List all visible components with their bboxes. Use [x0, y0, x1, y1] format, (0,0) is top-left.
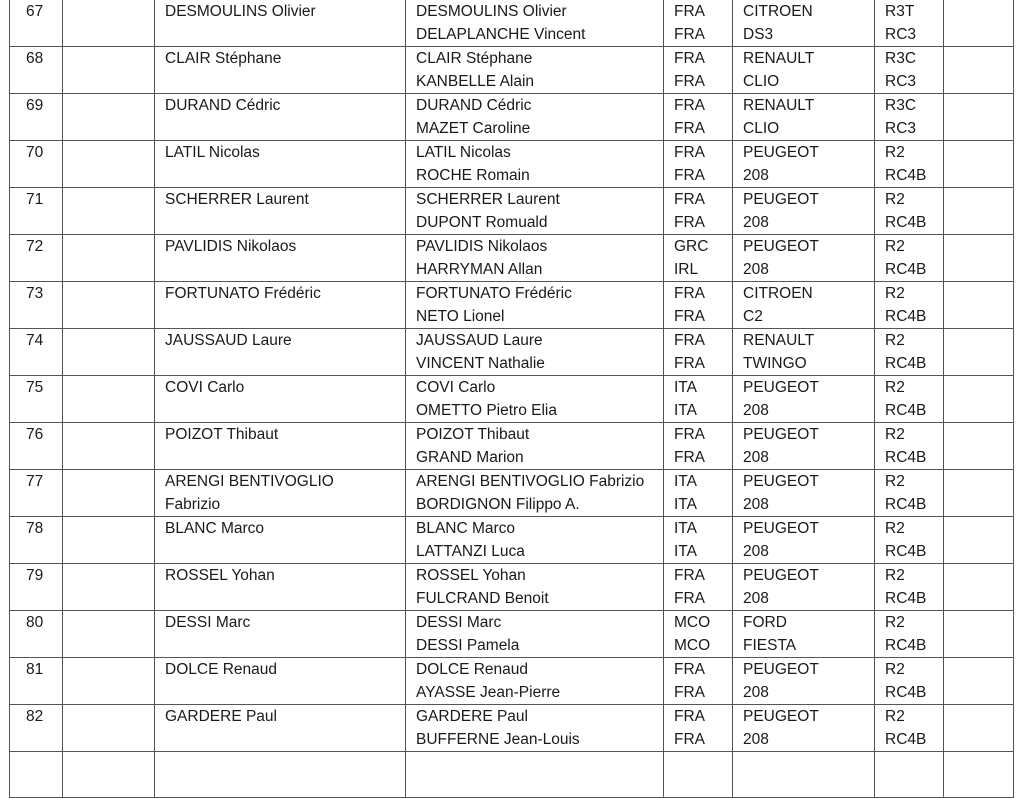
nat-line: ITA [674, 402, 697, 419]
cell-blank [63, 517, 155, 564]
cell-empty [875, 752, 944, 798]
entrant-line: COVI Carlo [165, 379, 245, 396]
crew-line: POIZOT Thibaut [416, 426, 530, 443]
car-line: PEUGEOT [743, 238, 819, 255]
table-row [10, 329, 1014, 376]
cell-blank [63, 0, 155, 47]
crew-line: JAUSSAUD Laure [416, 332, 543, 349]
cell-blank [63, 705, 155, 752]
cell-nat [664, 282, 733, 329]
crew-line: GARDERE Paul [416, 708, 528, 725]
crew-line: NETO Lionel [416, 308, 505, 325]
crew-line: FULCRAND Benoit [416, 590, 549, 607]
cell-crew [406, 141, 664, 188]
crew-line: MAZET Caroline [416, 120, 531, 137]
cell-entrant [155, 141, 406, 188]
car-line: PEUGEOT [743, 191, 819, 208]
cell-blank2 [944, 188, 1014, 235]
cell-num: 69 [10, 94, 63, 141]
class-line: RC4B [885, 402, 927, 419]
cell-car [733, 141, 875, 188]
cell-class [875, 282, 944, 329]
cell-class [875, 141, 944, 188]
cell-car [733, 282, 875, 329]
cell-blank [63, 282, 155, 329]
crew-line: FORTUNATO Frédéric [416, 285, 572, 302]
nat-line: MCO [674, 637, 711, 654]
cell-class [875, 470, 944, 517]
cell-num: 70 [10, 141, 63, 188]
nat-line: FRA [674, 144, 705, 161]
cell-blank [63, 94, 155, 141]
class-line: R2 [885, 614, 905, 631]
cell-blank [63, 141, 155, 188]
nat-line: FRA [674, 567, 705, 584]
crew-line: BUFFERNE Jean-Louis [416, 731, 580, 748]
nat-line: FRA [674, 308, 705, 325]
class-line: RC4B [885, 496, 927, 513]
car-line: TWINGO [743, 355, 807, 372]
nat-line: GRC [674, 238, 709, 255]
cell-empty [664, 752, 733, 798]
cell-blank2 [944, 141, 1014, 188]
cell-crew [406, 235, 664, 282]
car-line: FORD [743, 614, 787, 631]
cell-blank [63, 376, 155, 423]
car-line: PEUGEOT [743, 708, 819, 725]
nat-line: FRA [674, 708, 705, 725]
cell-nat [664, 517, 733, 564]
nat-line: ITA [674, 379, 697, 396]
cell-blank [63, 47, 155, 94]
cell-class [875, 658, 944, 705]
crew-line: LATTANZI Luca [416, 543, 525, 560]
class-line: R2 [885, 473, 905, 490]
cell-blank [63, 564, 155, 611]
table-row [10, 705, 1014, 752]
crew-line: HARRYMAN Allan [416, 261, 543, 278]
crew-line: DUPONT Romuald [416, 214, 548, 231]
car-line: 208 [743, 543, 769, 560]
nat-line: FRA [674, 191, 705, 208]
cell-crew [406, 282, 664, 329]
cell-blank2 [944, 517, 1014, 564]
car-line: 208 [743, 496, 769, 513]
car-line: 208 [743, 449, 769, 466]
nat-line: FRA [674, 449, 705, 466]
cell-crew [406, 517, 664, 564]
class-line: RC4B [885, 637, 927, 654]
entrant-line: ROSSEL Yohan [165, 567, 275, 584]
table-row [10, 752, 1014, 798]
car-line: C2 [743, 308, 763, 325]
class-line: R2 [885, 426, 905, 443]
entrant-line: CLAIR Stéphane [165, 50, 282, 67]
crew-line: DELAPLANCHE Vincent [416, 26, 586, 43]
cell-num: 82 [10, 705, 63, 752]
cell-car [733, 470, 875, 517]
class-line: R3C [885, 97, 917, 114]
cell-crew [406, 658, 664, 705]
cell-entrant [155, 282, 406, 329]
crew-line: DESSI Marc [416, 614, 502, 631]
cell-crew [406, 470, 664, 517]
nat-line: IRL [674, 261, 699, 278]
cell-class [875, 94, 944, 141]
nat-line: FRA [674, 97, 705, 114]
entrant-line: Fabrizio [165, 496, 221, 513]
cell-num: 79 [10, 564, 63, 611]
cell-car [733, 47, 875, 94]
cell-nat [664, 564, 733, 611]
cell-num: 75 [10, 376, 63, 423]
nat-line: FRA [674, 3, 705, 20]
nat-line: FRA [674, 426, 705, 443]
table-row [10, 470, 1014, 517]
entrant-line: GARDERE Paul [165, 708, 277, 725]
cell-nat [664, 329, 733, 376]
cell-car [733, 329, 875, 376]
crew-line: LATIL Nicolas [416, 144, 511, 161]
car-line: CLIO [743, 120, 780, 137]
cell-num: 76 [10, 423, 63, 470]
cell-nat [664, 470, 733, 517]
nat-line: FRA [674, 332, 705, 349]
crew-line: SCHERRER Laurent [416, 191, 560, 208]
cell-empty [155, 752, 406, 798]
class-line: R2 [885, 661, 905, 678]
cell-class [875, 423, 944, 470]
table-row [10, 517, 1014, 564]
crew-line: DOLCE Renaud [416, 661, 529, 678]
cell-crew [406, 188, 664, 235]
class-line: R2 [885, 520, 905, 537]
class-line: R2 [885, 332, 905, 349]
class-line: RC4B [885, 261, 927, 278]
cell-car [733, 564, 875, 611]
table-row [10, 47, 1014, 94]
nat-line: ITA [674, 473, 697, 490]
cell-class [875, 376, 944, 423]
class-line: R2 [885, 567, 905, 584]
entrant-line: SCHERRER Laurent [165, 191, 309, 208]
cell-car [733, 423, 875, 470]
cell-car [733, 235, 875, 282]
cell-blank2 [944, 47, 1014, 94]
nat-line: FRA [674, 120, 705, 137]
table-row [10, 188, 1014, 235]
crew-line: KANBELLE Alain [416, 73, 535, 90]
cell-class [875, 611, 944, 658]
car-line: RENAULT [743, 97, 815, 114]
cell-nat [664, 47, 733, 94]
class-line: R2 [885, 285, 905, 302]
car-line: CLIO [743, 73, 780, 90]
class-line: R3C [885, 50, 917, 67]
crew-line: VINCENT Nathalie [416, 355, 545, 372]
cell-crew [406, 0, 664, 47]
car-line: RENAULT [743, 332, 815, 349]
cell-blank [63, 329, 155, 376]
class-line: RC4B [885, 590, 927, 607]
cell-crew [406, 611, 664, 658]
car-line: PEUGEOT [743, 426, 819, 443]
nat-line: FRA [674, 661, 705, 678]
cell-num: 67 [10, 0, 63, 47]
cell-entrant [155, 423, 406, 470]
entrant-line: BLANC Marco [165, 520, 265, 537]
cell-entrant [155, 376, 406, 423]
cell-blank2 [944, 705, 1014, 752]
cell-blank [63, 235, 155, 282]
nat-line: FRA [674, 684, 705, 701]
cell-class [875, 517, 944, 564]
car-line: 208 [743, 167, 769, 184]
cell-crew [406, 376, 664, 423]
cell-num: 81 [10, 658, 63, 705]
crew-line: DESMOULINS Olivier [416, 3, 567, 20]
cell-class [875, 47, 944, 94]
nat-line: FRA [674, 73, 705, 90]
nat-line: ITA [674, 520, 697, 537]
cell-entrant [155, 47, 406, 94]
entry-list-table [9, 0, 1014, 798]
cell-entrant [155, 0, 406, 47]
cell-entrant [155, 564, 406, 611]
class-line: R2 [885, 144, 905, 161]
class-line: RC3 [885, 26, 917, 43]
cell-blank2 [944, 658, 1014, 705]
crew-line: GRAND Marion [416, 449, 524, 466]
entrant-line: ARENGI BENTIVOGLIO [165, 473, 334, 490]
car-line: CITROEN [743, 3, 813, 20]
cell-num: 73 [10, 282, 63, 329]
cell-blank2 [944, 282, 1014, 329]
table-row [10, 564, 1014, 611]
crew-line: BLANC Marco [416, 520, 516, 537]
cell-nat [664, 611, 733, 658]
cell-crew [406, 94, 664, 141]
cell-entrant [155, 517, 406, 564]
crew-line: CLAIR Stéphane [416, 50, 533, 67]
cell-blank2 [944, 564, 1014, 611]
cell-nat [664, 141, 733, 188]
cell-entrant [155, 705, 406, 752]
car-line: DS3 [743, 26, 774, 43]
entrant-line: PAVLIDIS Nikolaos [165, 238, 297, 255]
crew-line: DESSI Pamela [416, 637, 520, 654]
nat-line: FRA [674, 26, 705, 43]
nat-line: FRA [674, 355, 705, 372]
cell-car [733, 517, 875, 564]
cell-empty [944, 752, 1014, 798]
cell-blank2 [944, 423, 1014, 470]
cell-nat [664, 376, 733, 423]
cell-crew [406, 564, 664, 611]
nat-line: FRA [674, 731, 705, 748]
entrant-line: LATIL Nicolas [165, 144, 260, 161]
cell-nat [664, 705, 733, 752]
class-line: RC4B [885, 355, 927, 372]
cell-entrant [155, 611, 406, 658]
car-line: FIESTA [743, 637, 797, 654]
cell-car [733, 658, 875, 705]
cell-entrant [155, 188, 406, 235]
car-line: PEUGEOT [743, 661, 819, 678]
car-line: PEUGEOT [743, 520, 819, 537]
table-row [10, 282, 1014, 329]
cell-entrant [155, 94, 406, 141]
cell-class [875, 564, 944, 611]
nat-line: MCO [674, 614, 711, 631]
nat-line: FRA [674, 214, 705, 231]
cell-nat [664, 0, 733, 47]
car-line: PEUGEOT [743, 144, 819, 161]
crew-line: AYASSE Jean-Pierre [416, 684, 561, 701]
class-line: RC4B [885, 543, 927, 560]
nat-line: FRA [674, 285, 705, 302]
cell-nat [664, 235, 733, 282]
crew-line: ROCHE Romain [416, 167, 530, 184]
cell-num: 68 [10, 47, 63, 94]
cell-nat [664, 658, 733, 705]
cell-blank [63, 658, 155, 705]
class-line: RC4B [885, 731, 927, 748]
crew-line: DURAND Cédric [416, 97, 532, 114]
nat-line: FRA [674, 167, 705, 184]
car-line: 208 [743, 402, 769, 419]
cell-class [875, 188, 944, 235]
cell-num: 78 [10, 517, 63, 564]
cell-num: 72 [10, 235, 63, 282]
cell-empty [406, 752, 664, 798]
cell-blank2 [944, 329, 1014, 376]
car-line: RENAULT [743, 50, 815, 67]
cell-nat [664, 94, 733, 141]
cell-blank2 [944, 470, 1014, 517]
cell-class [875, 0, 944, 47]
crew-line: BORDIGNON Filippo A. [416, 496, 580, 513]
table-row [10, 658, 1014, 705]
entrant-line: FORTUNATO Frédéric [165, 285, 321, 302]
cell-crew [406, 705, 664, 752]
entrant-line: POIZOT Thibaut [165, 426, 279, 443]
car-line: PEUGEOT [743, 379, 819, 396]
class-line: R2 [885, 379, 905, 396]
class-line: RC3 [885, 120, 917, 137]
cell-car [733, 94, 875, 141]
cell-blank [63, 188, 155, 235]
class-line: RC4B [885, 167, 927, 184]
cell-car [733, 0, 875, 47]
car-line: PEUGEOT [743, 567, 819, 584]
cell-car [733, 376, 875, 423]
cell-blank [63, 423, 155, 470]
cell-entrant [155, 470, 406, 517]
cell-num: 77 [10, 470, 63, 517]
entrant-line: DOLCE Renaud [165, 661, 278, 678]
cell-blank [63, 611, 155, 658]
cell-car [733, 705, 875, 752]
car-line: 208 [743, 261, 769, 278]
cell-blank2 [944, 611, 1014, 658]
class-line: RC3 [885, 73, 917, 90]
cell-empty [733, 752, 875, 798]
crew-line: OMETTO Pietro Elia [416, 402, 557, 419]
cell-blank2 [944, 376, 1014, 423]
car-line: 208 [743, 214, 769, 231]
class-line: RC4B [885, 214, 927, 231]
entrant-line: DESMOULINS Olivier [165, 3, 316, 20]
cell-num: 71 [10, 188, 63, 235]
table-row [10, 235, 1014, 282]
car-line: PEUGEOT [743, 473, 819, 490]
class-line: RC4B [885, 308, 927, 325]
car-line: 208 [743, 731, 769, 748]
entrant-line: DESSI Marc [165, 614, 251, 631]
cell-num: 80 [10, 611, 63, 658]
cell-blank2 [944, 235, 1014, 282]
cell-car [733, 188, 875, 235]
cell-empty [10, 752, 63, 798]
table-row [10, 94, 1014, 141]
class-line: R3T [885, 3, 915, 20]
cell-car [733, 611, 875, 658]
class-line: R2 [885, 191, 905, 208]
crew-line: ROSSEL Yohan [416, 567, 526, 584]
cell-class [875, 329, 944, 376]
class-line: R2 [885, 708, 905, 725]
table-row [10, 611, 1014, 658]
table-row [10, 376, 1014, 423]
entrant-line: DURAND Cédric [165, 97, 281, 114]
class-line: RC4B [885, 449, 927, 466]
cell-blank [63, 470, 155, 517]
cell-nat [664, 188, 733, 235]
cell-entrant [155, 658, 406, 705]
cell-class [875, 705, 944, 752]
car-line: 208 [743, 684, 769, 701]
car-line: CITROEN [743, 285, 813, 302]
nat-line: ITA [674, 543, 697, 560]
nat-line: FRA [674, 50, 705, 67]
nat-line: ITA [674, 496, 697, 513]
cell-crew [406, 329, 664, 376]
cell-num: 74 [10, 329, 63, 376]
class-line: R2 [885, 238, 905, 255]
cell-nat [664, 423, 733, 470]
cell-empty [63, 752, 155, 798]
class-line: RC4B [885, 684, 927, 701]
cell-class [875, 235, 944, 282]
entrant-line: JAUSSAUD Laure [165, 332, 292, 349]
nat-line: FRA [674, 590, 705, 607]
crew-line: PAVLIDIS Nikolaos [416, 238, 548, 255]
table-row [10, 141, 1014, 188]
cell-crew [406, 423, 664, 470]
cell-blank2 [944, 0, 1014, 47]
cell-blank2 [944, 94, 1014, 141]
crew-line: COVI Carlo [416, 379, 496, 396]
table-row [10, 423, 1014, 470]
cell-entrant [155, 329, 406, 376]
table-row [10, 0, 1014, 47]
cell-entrant [155, 235, 406, 282]
crew-line: ARENGI BENTIVOGLIO Fabrizio [416, 473, 645, 490]
cell-crew [406, 47, 664, 94]
car-line: 208 [743, 590, 769, 607]
